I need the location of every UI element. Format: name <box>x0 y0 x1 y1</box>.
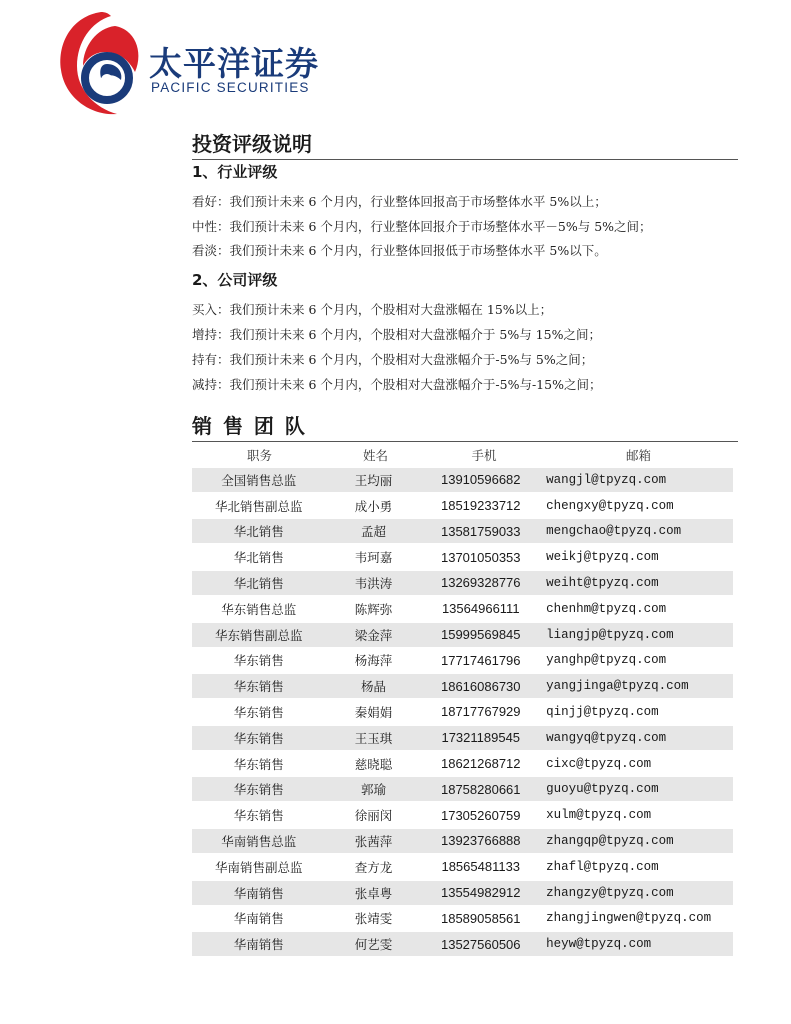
cell-phone: 18717767929 <box>440 704 521 720</box>
cell-position: 华北销售 <box>233 550 284 566</box>
table-row <box>192 726 733 750</box>
industry-rating-line: 中性：我们预计未来 6 个月内，行业整体回报介于市场整体水平－5%与 5%之间； <box>192 219 652 234</box>
brand-name-en: PACIFIC SECURITIES <box>151 80 310 95</box>
cell-position: 华东销售 <box>233 704 284 720</box>
cell-phone: 15999569845 <box>440 627 521 643</box>
cell-phone: 18519233712 <box>440 498 521 514</box>
cell-name: 查方龙 <box>354 859 393 875</box>
cell-phone: 18565481133 <box>441 859 521 875</box>
table-row <box>192 674 733 698</box>
cell-phone: 17321189545 <box>441 730 521 746</box>
cell-name: 徐丽闵 <box>354 808 393 824</box>
industry-rating-line: 看好：我们预计未来 6 个月内，行业整体回报高于市场整体水平 5%以上； <box>192 194 607 209</box>
cell-email: qinjj@tpyzq.com <box>546 704 659 719</box>
cell-name: 张靖雯 <box>354 911 393 927</box>
cell-phone: 13581759033 <box>440 523 521 539</box>
cell-position: 华北销售副总监 <box>214 498 303 514</box>
company-rating-line: 减持：我们预计未来 6 个月内，个股相对大盘涨幅介于-5%与-15%之间； <box>192 377 602 392</box>
rating-title: 投资评级说明 <box>192 128 738 160</box>
table-row <box>192 623 733 647</box>
cell-position: 华南销售 <box>233 911 284 927</box>
cell-email: zhangzy@tpyzq.com <box>546 885 674 900</box>
table-header <box>192 444 733 466</box>
cell-name: 梁金萍 <box>354 627 393 643</box>
table-row <box>192 906 733 930</box>
table-row <box>192 545 733 569</box>
brand-name-cn: 太平洋证券 <box>149 44 319 83</box>
cell-position: 华南销售总监 <box>221 833 297 849</box>
company-rating-heading: 2、公司评级 <box>192 271 278 289</box>
cell-email: guoyu@tpyzq.com <box>546 782 659 797</box>
cell-name: 王玉琪 <box>354 730 393 746</box>
cell-position: 华东销售 <box>233 782 284 798</box>
cell-position: 华东销售 <box>233 756 284 772</box>
cell-email: weiht@tpyzq.com <box>546 575 659 590</box>
pacific-securities-logo-icon <box>55 8 145 120</box>
table-row <box>192 648 733 672</box>
cell-position: 华南销售 <box>233 885 284 901</box>
cell-email: chenhm@tpyzq.com <box>546 601 667 616</box>
cell-name: 韦洪涛 <box>354 575 393 591</box>
table-row <box>192 752 733 776</box>
cell-position: 华南销售 <box>233 937 284 953</box>
company-rating-line: 增持：我们预计未来 6 个月内，个股相对大盘涨幅介于 5%与 15%之间； <box>192 327 601 342</box>
cell-phone: 13527560506 <box>440 936 521 952</box>
cell-email: heyw@tpyzq.com <box>546 937 652 952</box>
cell-name: 郭瑜 <box>360 782 386 798</box>
cell-email: chengxy@tpyzq.com <box>546 498 674 513</box>
cell-phone: 13923766888 <box>440 833 521 849</box>
header-name: 姓名 <box>362 448 388 463</box>
industry-rating-line: 看淡：我们预计未来 6 个月内，行业整体回报低于市场整体水平 5%以下。 <box>192 243 607 258</box>
cell-name: 韦珂嘉 <box>354 550 393 566</box>
cell-phone: 13910596682 <box>440 472 521 488</box>
cell-email: zhafl@tpyzq.com <box>546 859 659 874</box>
table-row <box>192 494 733 518</box>
table-row <box>192 777 733 801</box>
cell-position: 华东销售 <box>233 730 284 746</box>
cell-phone: 13564966111 <box>441 601 520 617</box>
header-position: 职务 <box>246 448 272 463</box>
cell-position: 华南销售副总监 <box>214 859 303 875</box>
cell-name: 何艺雯 <box>354 937 393 953</box>
cell-phone: 18616086730 <box>440 678 521 694</box>
cell-phone: 17305260759 <box>440 807 521 823</box>
cell-name: 慈晓聪 <box>354 756 393 772</box>
cell-email: zhangjingwen@tpyzq.com <box>546 911 712 926</box>
table-row <box>192 468 733 492</box>
table-row <box>192 932 733 956</box>
cell-position: 华东销售总监 <box>221 601 297 617</box>
cell-phone: 18621268712 <box>440 756 521 772</box>
cell-name: 孟超 <box>360 524 386 540</box>
company-rating-line: 买入：我们预计未来 6 个月内，个股相对大盘涨幅在 15%以上； <box>192 302 553 317</box>
cell-phone: 17717461796 <box>440 652 521 668</box>
cell-name: 张卓粤 <box>354 885 393 901</box>
cell-email: wangjl@tpyzq.com <box>546 472 667 487</box>
cell-phone: 18589058561 <box>440 910 521 926</box>
cell-name: 王均丽 <box>354 472 393 488</box>
cell-position: 华东销售副总监 <box>214 627 303 643</box>
cell-email: weikj@tpyzq.com <box>546 550 659 565</box>
table-row <box>192 700 733 724</box>
table-row <box>192 881 733 905</box>
cell-phone: 13269328776 <box>440 575 521 591</box>
company-logo <box>55 8 335 123</box>
sales-team-title: 销 售 团 队 <box>192 410 738 442</box>
cell-name: 杨海萍 <box>354 653 393 669</box>
cell-name: 秦娟娟 <box>354 704 393 720</box>
cell-phone: 13701050353 <box>440 549 521 565</box>
table-row <box>192 519 733 543</box>
cell-email: yanghp@tpyzq.com <box>546 653 667 668</box>
cell-email: cixc@tpyzq.com <box>546 756 652 771</box>
cell-name: 陈辉弥 <box>354 601 393 617</box>
cell-position: 华东销售 <box>233 679 284 695</box>
table-row <box>192 803 733 827</box>
industry-rating-heading: 1、行业评级 <box>192 163 278 181</box>
header-phone: 手机 <box>471 448 497 463</box>
cell-email: mengchao@tpyzq.com <box>546 524 682 539</box>
cell-email: wangyq@tpyzq.com <box>546 730 667 745</box>
cell-position: 华北销售 <box>233 524 284 540</box>
cell-phone: 13554982912 <box>440 885 521 901</box>
cell-name: 成小勇 <box>354 498 393 514</box>
table-row <box>192 571 733 595</box>
cell-email: zhangqp@tpyzq.com <box>546 833 674 848</box>
table-row <box>192 829 733 853</box>
cell-email: liangjp@tpyzq.com <box>546 627 674 642</box>
cell-name: 杨晶 <box>360 679 386 695</box>
company-rating-line: 持有：我们预计未来 6 个月内，个股相对大盘涨幅介于-5%与 5%之间； <box>192 352 594 367</box>
cell-email: yangjinga@tpyzq.com <box>546 679 689 694</box>
cell-position: 全国销售总监 <box>221 472 297 488</box>
table-row <box>192 855 733 879</box>
cell-position: 华东销售 <box>233 808 284 824</box>
sales-team-table <box>192 444 733 956</box>
cell-email: xulm@tpyzq.com <box>546 808 652 823</box>
cell-position: 华东销售 <box>233 653 284 669</box>
header-email: 邮箱 <box>625 448 651 463</box>
table-row <box>192 597 733 621</box>
cell-phone: 18758280661 <box>440 781 521 797</box>
cell-position: 华北销售 <box>233 575 284 591</box>
cell-name: 张茜萍 <box>354 833 393 849</box>
